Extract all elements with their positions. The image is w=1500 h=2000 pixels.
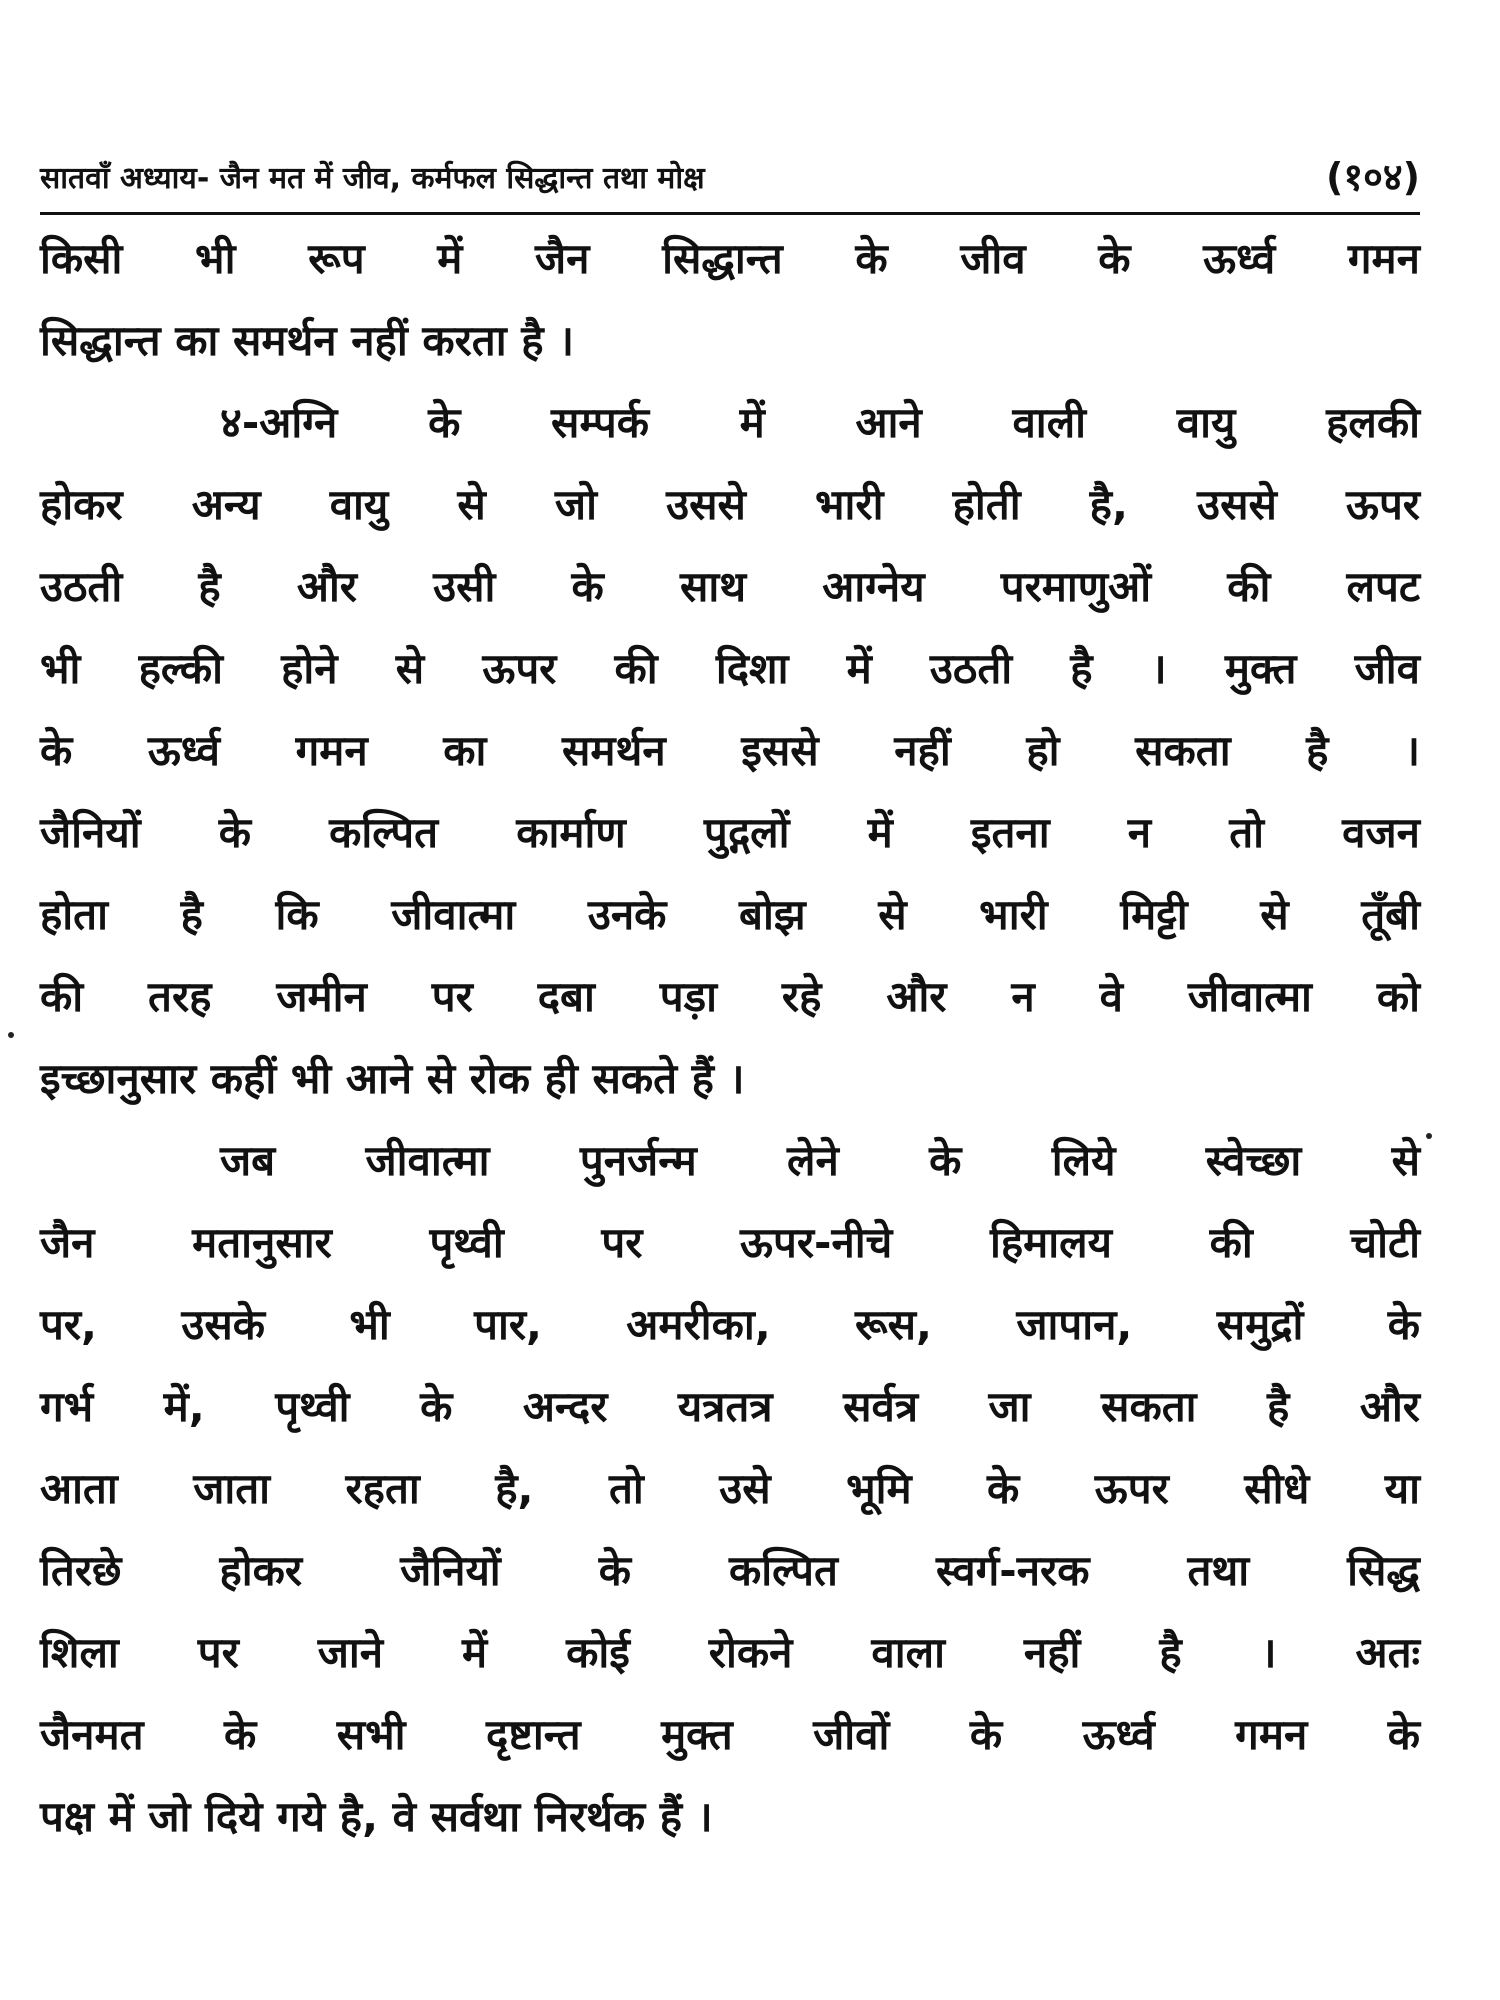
chapter-title: सातवाँ अध्याय- जैन मत में जीव, कर्मफल सिद्धान्त तथा मोक्ष (40, 161, 705, 196)
running-header (40, 150, 1420, 210)
paragraph-start-line: जब जीवात्मा पुनर्जन्म लेने के लिये स्वेच्छा से (220, 1136, 1420, 1185)
text-line: गर्भ में, पृथ्वी के अन्दर यत्रतत्र सर्वत्र जा सकता है और (40, 1382, 1420, 1431)
text-line: शिला पर जाने में कोई रोकने वाला नहीं है । अतः (40, 1628, 1420, 1677)
page-number: (१०४) (1325, 155, 1420, 199)
text-line: जैन मतानुसार पृथ्वी पर ऊपर-नीचे हिमालय की चोटी (40, 1218, 1420, 1267)
text-line: तिरछे होकर जैनियों के कल्पित स्वर्ग-नरक तथा सिद्ध (40, 1546, 1420, 1595)
text-line: पक्ष में जो दिये गये है, वे सर्वथा निरर्थक हैं । (40, 1792, 713, 1841)
text-line: किसी भी रूप में जैन सिद्धान्त के जीव के ऊर्ध्व गमन (40, 234, 1420, 283)
text-line: की तरह जमीन पर दबा पड़ा रहे और न वे जीवात्मा को (40, 972, 1420, 1021)
text-line: होकर अन्य वायु से जो उससे भारी होती है, उससे ऊपर (40, 480, 1420, 529)
text-line: सिद्धान्त का समर्थन नहीं करता है । (40, 316, 575, 365)
scan-speck (8, 1032, 14, 1038)
text-line: इच्छानुसार कहीं भी आने से रोक ही सकते हैं । (40, 1054, 745, 1103)
scan-speck (1426, 1133, 1432, 1139)
text-line: जैनमत के सभी दृष्टान्त मुक्त जीवों के ऊर्ध्व गमन के (40, 1710, 1420, 1759)
text-line: पर, उसके भी पार, अमरीका, रूस, जापान, समुद्रों के (40, 1300, 1420, 1349)
text-line: जैनियों के कल्पित कार्माण पुद्गलों में इतना न तो वजन (40, 808, 1420, 857)
text-line: भी हल्की होने से ऊपर की दिशा में उठती है । मुक्त जीव (40, 644, 1420, 693)
header-rule (40, 212, 1420, 215)
body-text (40, 218, 1420, 1858)
text-line: के ऊर्ध्व गमन का समर्थन इससे नहीं हो सकता है । (40, 726, 1420, 775)
text-line: होता है कि जीवात्मा उनके बोझ से भारी मिट्टी से तूँबी (40, 890, 1420, 939)
paragraph-start-line: ४-अग्नि के सम्पर्क में आने वाली वायु हलकी (220, 398, 1420, 447)
text-line: उठती है और उसी के साथ आग्नेय परमाणुओं की लपट (40, 562, 1420, 611)
text-line: आता जाता रहता है, तो उसे भूमि के ऊपर सीधे या (40, 1464, 1420, 1513)
